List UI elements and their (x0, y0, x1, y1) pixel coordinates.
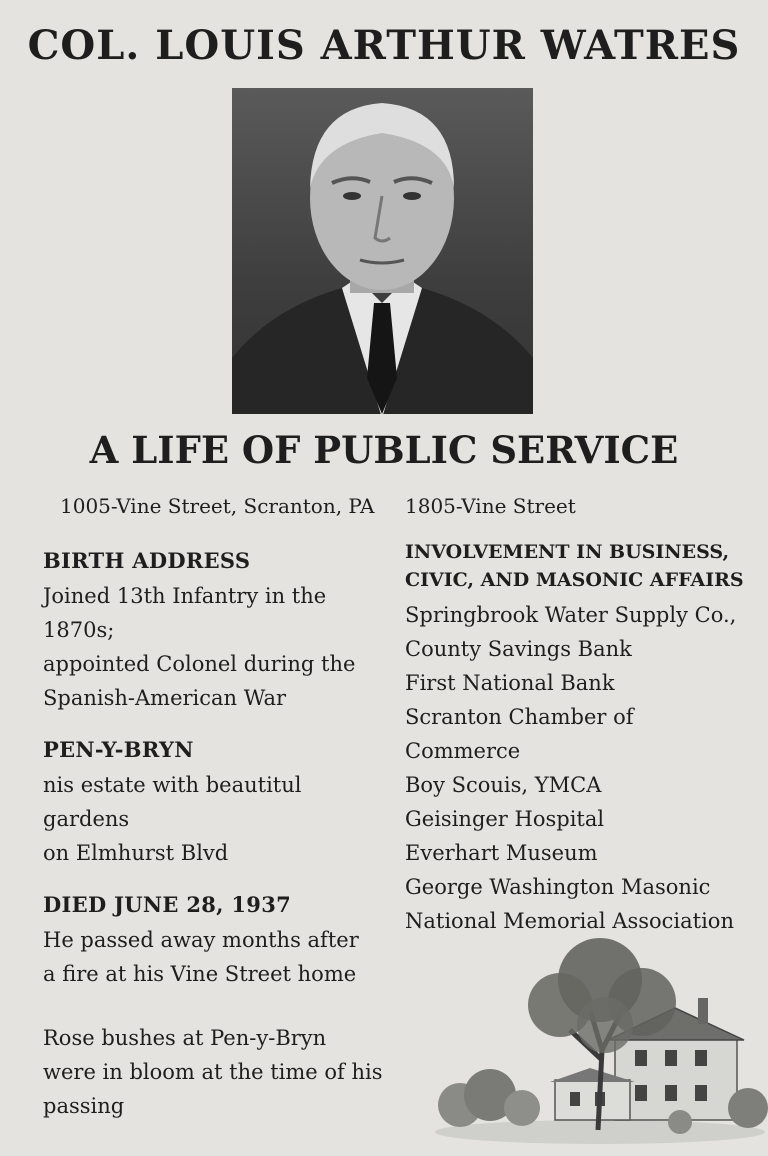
text-line: Joined 13th Infantry in the 1870s; (43, 584, 327, 642)
section-text (43, 768, 393, 870)
subtitle: A LIFE OF PUBLIC SERVICE (89, 428, 679, 472)
section-text (43, 1021, 393, 1123)
left-column (43, 548, 393, 1145)
right-column (405, 538, 755, 938)
address-left: 1005-Vine Street, Scranton, PA (60, 494, 375, 518)
house-tree-icon (430, 920, 768, 1152)
list-item: Boy Scouis, YMCA (405, 773, 602, 797)
text-line: Rose bushes at Pen-y-Bryn (43, 1026, 327, 1050)
involvement-list (405, 598, 755, 938)
heading-line: CIVIC, AND MASONIC AFFAIRS (405, 569, 744, 591)
list-item: George Washington Masonic (405, 875, 711, 899)
portrait-illustration (232, 88, 533, 414)
section-text (43, 579, 393, 715)
list-item: National Memorial Association (405, 909, 734, 933)
section-birth-address (43, 548, 393, 715)
section-pen-y-bryn (43, 737, 393, 870)
involvement-heading (405, 538, 755, 594)
list-item: Geisinger Hospital (405, 807, 605, 831)
list-item: Scranton Chamber of Commerce (405, 705, 634, 763)
text-line: on Elmhurst Blvd (43, 841, 229, 865)
list-item: Springbrook Water Supply Co., (405, 603, 737, 627)
address-right: 1805-Vine Street (405, 494, 576, 518)
text-line: He passed away months after (43, 928, 359, 952)
list-item: First National Bank (405, 671, 615, 695)
section-rose-bushes (43, 1021, 393, 1123)
section-heading: DIED JUNE 28, 1937 (43, 892, 292, 917)
house-illustration (430, 920, 768, 1152)
text-line: were in bloom at the time of his (43, 1060, 383, 1084)
section-heading: PEN-Y-BRYN (43, 737, 194, 762)
text-line: passing (43, 1094, 125, 1118)
text-line: a fire at his Vine Street home (43, 962, 357, 986)
heading-line: INVOLVEMENT IN BUSINESS, (405, 541, 730, 563)
text-line: nis estate with beautitul gardens (43, 773, 302, 831)
page-title: COL. LOUIS ARTHUR WATRES (27, 22, 741, 69)
section-text (43, 923, 393, 991)
text-line: Spanish-American War (43, 686, 287, 710)
section-died (43, 892, 393, 991)
list-item: County Savings Bank (405, 637, 632, 661)
portrait-photo (232, 88, 533, 414)
list-item: Everhart Museum (405, 841, 598, 865)
section-heading: BIRTH ADDRESS (43, 548, 251, 573)
text-line: appointed Colonel during the (43, 652, 356, 676)
